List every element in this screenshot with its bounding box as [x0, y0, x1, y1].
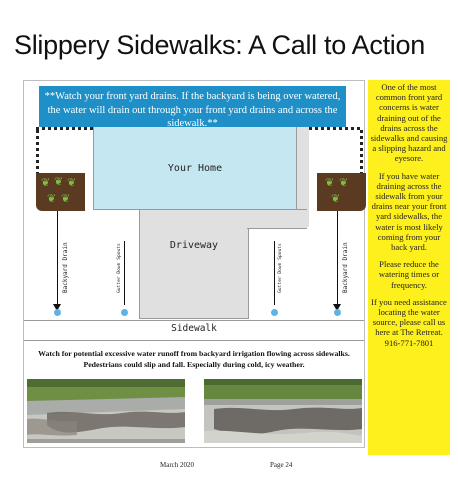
- water-drop-icon: [334, 309, 341, 316]
- fence-left: [36, 127, 39, 175]
- front-walkway: [247, 209, 307, 229]
- sidewalk-label: Sidewalk: [171, 323, 217, 334]
- plant-icon: ❦: [339, 176, 349, 189]
- wet-sidewalk-photo-1: [27, 379, 185, 443]
- fence-top-right: [309, 127, 363, 130]
- sidewalk: [24, 320, 364, 341]
- fence-right: [360, 127, 363, 175]
- planter-left: [36, 173, 85, 211]
- advice-sidebar: [368, 80, 450, 455]
- photo-wet-sidewalk-1: [27, 379, 185, 443]
- yard-diagram: [24, 81, 364, 339]
- gutter-spout-label-right: Gutter Down Spouts: [278, 243, 283, 293]
- home-footprint: [93, 127, 297, 210]
- water-drop-icon: [271, 309, 278, 316]
- gutter-spout-label-left: Gutter Down Spouts: [117, 243, 122, 293]
- photo-wet-sidewalk-2: [204, 379, 362, 443]
- warning-caption: [28, 349, 360, 370]
- plant-icon: ❦: [67, 176, 77, 189]
- drain-warning-banner: **Watch your front yard drains. If the backyard is being over watered, the water will drain out through your front yard drains and across the sidewalk.**: [39, 86, 346, 127]
- footer-date: March 2020: [160, 461, 195, 469]
- caption-line-2: Pedestrians could slip and fall. Especially during cold, icy weather.: [83, 359, 305, 369]
- planter-right: [317, 173, 366, 211]
- driveway: [139, 209, 249, 319]
- footer-page-number: Page 24: [270, 461, 293, 469]
- driveway-label: Driveway: [169, 240, 219, 251]
- plant-icon: ❦: [54, 175, 64, 188]
- info-panel: [23, 80, 365, 448]
- fence-top-left: [36, 127, 93, 130]
- page-title: Slippery Sidewalks: A Call to Action: [14, 30, 425, 60]
- sidebar-paragraph-3: Please reduce the watering times or frequency.: [378, 259, 440, 290]
- wet-sidewalk-photo-2: [204, 379, 362, 443]
- water-drop-icon: [54, 309, 61, 316]
- backyard-drain-label-right: Backyard Drain: [342, 242, 349, 293]
- plant-icon: ❦: [61, 192, 71, 205]
- water-drop-icon: [121, 309, 128, 316]
- sidebar-paragraph-1: One of the most common front yard concerns is water draining out of the drains across the sidewalks and causing a slipping hazard and eyesore.: [370, 82, 448, 164]
- sidebar-paragraph-4: If you need assistance locating the water source, please call us here at The Retreat.: [371, 296, 447, 338]
- contact-phone[interactable]: 916-771-7801: [384, 337, 434, 348]
- plant-icon: ❦: [41, 176, 51, 189]
- plant-icon: ❦: [325, 176, 335, 189]
- caption-line-1: Watch for potential excessive water runoff from backyard irrigation flowing across sidewalks.: [38, 349, 350, 358]
- home-label: Your Home: [167, 163, 223, 174]
- sidebar-paragraph-2: If you have water draining across the sidewalk from your drains near your front yard sidewalks, the water is most likely coming from your back yard.: [371, 170, 447, 253]
- backyard-drain-label-left: Backyard Drain: [62, 242, 69, 293]
- plant-icon: ❦: [331, 192, 341, 205]
- plant-icon: ❦: [47, 192, 57, 205]
